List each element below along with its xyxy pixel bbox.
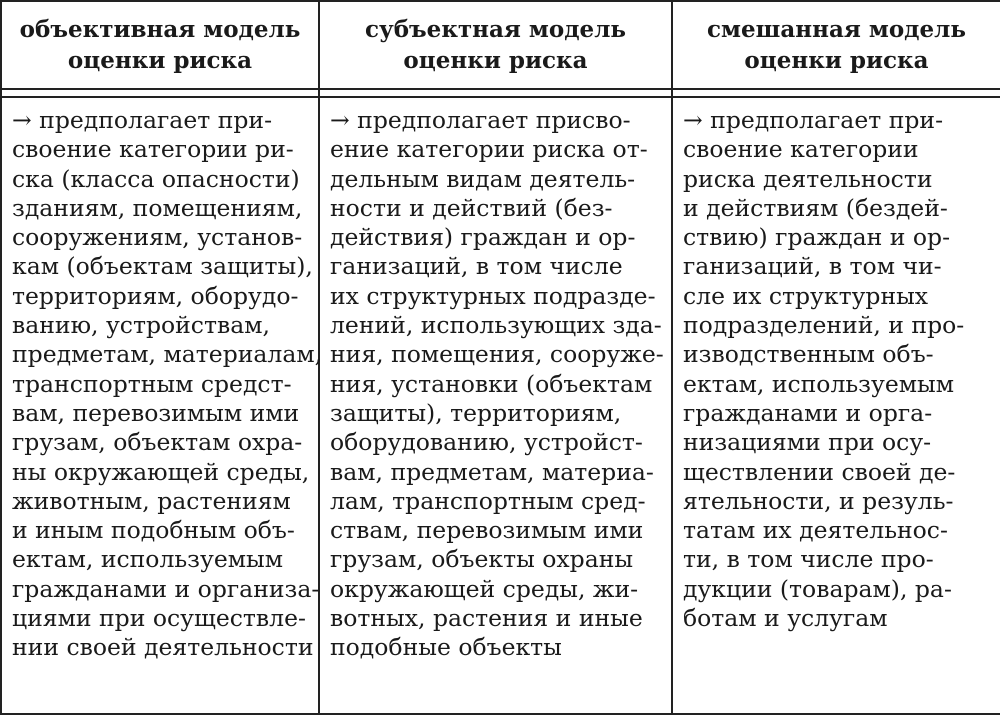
header-line: субъектная модель — [364, 16, 627, 43]
text-line: своение категории — [683, 135, 919, 164]
text-line: ектам, используемым — [12, 545, 283, 574]
text-line: сле их структурных — [683, 281, 929, 310]
subject-model-description — [319, 97, 672, 714]
text-line: ны окружающей среды, — [12, 457, 310, 486]
text-line: дельным видам деятель- — [330, 164, 636, 193]
text-line: татам их деятельнос- — [683, 516, 948, 545]
text-line: гражданами и орга- — [683, 398, 933, 427]
objective-model-description — [1, 97, 323, 714]
text-line: животным, растениям — [12, 486, 291, 515]
text-line: лений, использующих зда- — [330, 311, 662, 340]
text-line: оборудованию, устройст- — [330, 428, 643, 457]
text-line: грузам, объектам охра- — [12, 428, 303, 457]
text-line: ска (класса опасности) — [12, 164, 300, 193]
text-line: ния, установки (объектам — [330, 369, 653, 398]
text-line: низациями при осу- — [683, 428, 932, 457]
text-line: ти, в том числе про- — [683, 545, 934, 574]
text-line: изводственным объ- — [683, 340, 934, 369]
header-line: оценки риска — [67, 47, 253, 74]
text-line: сооружениям, установ- — [12, 223, 303, 252]
spacer-cell — [672, 89, 1000, 97]
text-line: и иным подобным объ- — [12, 516, 295, 545]
text-line: подобные объекты — [330, 633, 562, 662]
spacer-cell — [1, 89, 319, 97]
text-line: риска деятельности — [683, 164, 933, 193]
text-line: дукции (товарам), ра- — [683, 574, 952, 603]
text-line: → предполагает при- — [683, 106, 944, 134]
text-line: грузам, объекты охраны — [330, 545, 634, 574]
text-line: ятельности, и резуль- — [683, 486, 954, 515]
text-line: ности и действий (без- — [330, 193, 613, 222]
text-line: ствам, перевозимым ими — [330, 516, 644, 545]
header-row — [1, 1, 1000, 89]
text-line: зданиям, помещениям, — [12, 193, 303, 222]
spacer-cell — [319, 89, 672, 97]
spacer-row — [1, 89, 1000, 97]
header-subject-model — [319, 1, 672, 89]
header-mixed-model — [672, 1, 1000, 89]
text-line: ния, помещения, сооруже- — [330, 340, 664, 369]
text-line: ганизаций, в том чи- — [683, 252, 942, 281]
text-line: ществлении своей де- — [683, 457, 956, 486]
text-line: защиты), территориям, — [330, 398, 622, 427]
text-line: их структурных подразде- — [330, 281, 656, 310]
text-line: → предполагает при- — [12, 106, 273, 134]
text-line: ванию, устройствам, — [12, 311, 270, 340]
text-line: ение категории риска от- — [330, 135, 648, 164]
text-line: вам, предметам, материа- — [330, 457, 654, 486]
header-line: оценки риска — [744, 47, 929, 74]
mixed-model-description — [672, 97, 1000, 714]
text-line: ствию) граждан и ор- — [683, 223, 951, 252]
text-line: нии своей деятельности — [12, 633, 314, 662]
header-objective-model — [1, 1, 319, 89]
text-line: транспортным средст- — [12, 369, 292, 398]
header-line: смешанная модель — [707, 16, 966, 43]
text-line: гражданами и организа- — [12, 574, 320, 603]
text-line: ботам и услугам — [683, 604, 888, 633]
text-line: подразделений, и про- — [683, 311, 965, 340]
text-line: ганизаций, в том числе — [330, 252, 623, 281]
body-row — [1, 97, 1000, 714]
text-line: вотных, растения и иные — [330, 604, 643, 633]
text-line: и действиям (бездей- — [683, 193, 948, 222]
text-line: действия) граждан и ор- — [330, 223, 636, 252]
text-line: кам (объектам защиты), — [12, 252, 313, 281]
text-line: → предполагает присво- — [330, 106, 631, 134]
text-line: своение категории ри- — [12, 135, 294, 164]
text-line: вам, перевозимым ими — [12, 398, 300, 427]
text-line: лам, транспортным сред- — [330, 486, 646, 515]
text-line: ектам, используемым — [683, 369, 954, 398]
text-line: предметам, материалам, — [12, 340, 323, 369]
header-line: оценки риска — [403, 47, 588, 74]
text-line: циями при осуществле- — [12, 604, 306, 633]
text-line: территориям, оборудо- — [12, 281, 299, 310]
text-line: окружающей среды, жи- — [330, 574, 639, 603]
header-line: объективная модель — [19, 16, 301, 43]
